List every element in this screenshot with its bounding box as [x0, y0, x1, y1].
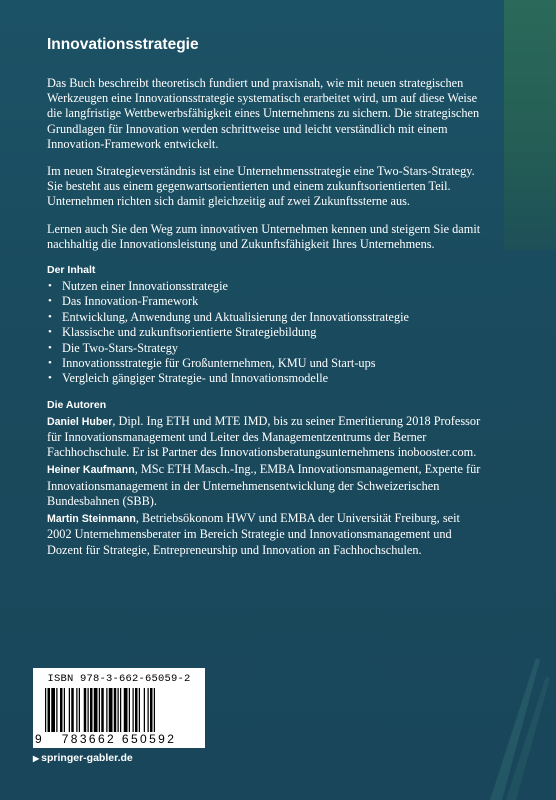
contents-heading: Der Inhalt [47, 264, 96, 277]
list-item: • Entwicklung, Anwendung und Aktualisierung der Innovationsstrategie [47, 310, 487, 325]
website-link[interactable]: springer-gabler.de [41, 752, 133, 764]
author-bio: , Betriebsökonom HWV und EMBA der Universität Freiburg, seit 2002 Unternehmensberater im Bereich Strategie und Innovationsmanagement und Dozent für Strategie, Entrepreneurship und Innovation an Fachhochschulen. [47, 511, 460, 557]
authors-heading: Die Autoren [47, 398, 107, 411]
decorative-diagonal-stripes [480, 620, 556, 800]
barcode-first-digit: 9 [35, 732, 42, 746]
author-bio: , MSc ETH Masch.-Ing., EMBA Innovationsmanagement, Experte für Innovationsmanagement in der Unternehmensentwicklung der Schweizerischen Bundesbahnen (SBB). [47, 462, 481, 508]
author-bio: , Dipl. Ing ETH und MTE IMD, bis zu seiner Emeritierung 2018 Professor für Innovationsmanagement und Leiter des Managementzentrums der Berner Fachhochschule. Er ist Partner des Innovationsberatungsunternehmens inobooster.com. [47, 413, 481, 460]
back-cover-text [47, 36, 487, 560]
contents-list [47, 279, 487, 387]
intro-paragraph: Das Buch beschreibt theoretisch fundiert und praxisnah, wie mit neuen strategischen Werkzeugen eine Innovationsstrategie systematisch erarbeitet wird, um auf diese Weise die langfristige Wettbewerbsfähigkeit eines Unternehmens zu sichern. Die strategischen Grundlagen für Innovation werden schrittweise und leicht verständlich mit einem Innovation-Framework entwickelt. [47, 76, 480, 151]
list-item: • Nutzen einer Innovationsstrategie [47, 279, 487, 294]
isbn-number: ISBN 978-3-662-65059-2 [47, 673, 191, 685]
list-item: • Innovationsstrategie für Großunternehmen, KMU und Start-ups [47, 356, 487, 371]
barcode-digits: 783662 650592 [61, 732, 177, 746]
author-name: Daniel Huber [47, 415, 113, 428]
list-item: • Die Two-Stars-Strategy [47, 341, 487, 356]
author-entry [47, 511, 487, 558]
arrow-right-icon: ▶ [33, 754, 40, 763]
strategy-paragraph: Im neuen Strategieverständnis ist eine Unternehmensstrategie eine Two-Stars-Strategy. Sie besteht aus einem gegenwartsorientierten und einem zukunftsorientierten Teil. Unternehmen richten sich damit gleichzeitig auf zwei Zukunftssterne aus. [47, 164, 475, 209]
author-entry [47, 462, 487, 509]
author-name: Heiner Kaufmann [47, 464, 135, 477]
barcode-bars [43, 688, 195, 732]
author-name: Martin Steinmann [47, 513, 136, 526]
isbn-barcode [33, 668, 205, 748]
page-title: Innovationsstrategie [47, 36, 199, 53]
publisher-website[interactable] [33, 752, 133, 764]
list-item: • Das Innovation-Framework [47, 294, 487, 309]
cover-accent-panel [504, 0, 556, 250]
list-item: • Vergleich gängiger Strategie- und Innovationsmodelle [47, 371, 487, 386]
author-entry [47, 414, 487, 461]
closing-paragraph: Lernen auch Sie den Weg zum innovativen Unternehmen kennen und steigern Sie damit nachhaltig die Innovationsleistung und Zukunftsfähigkeit Ihres Unternehmens. [47, 221, 481, 251]
list-item: • Klassische und zukunftsorientierte Strategiebildung [47, 325, 487, 340]
